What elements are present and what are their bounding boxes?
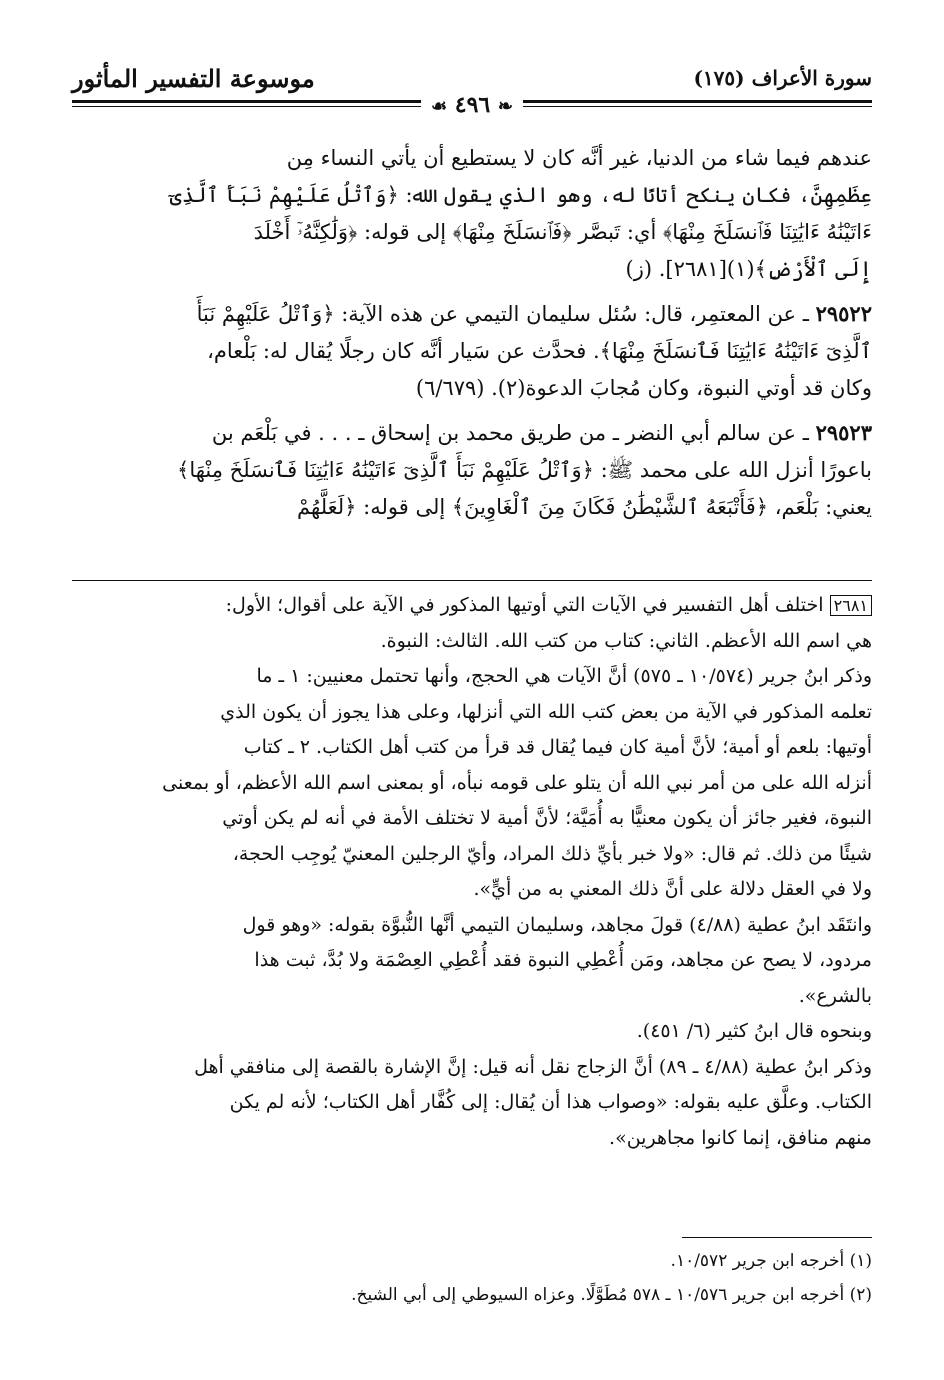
main-text (72, 140, 872, 532)
text-line: ءَاتَيْنَٰهُ ءَايَٰتِنَا فَٱنسَلَخَ مِنْهَا﴾ أي: تَبصَّر ﴿فَٱنسَلَخَ مِنْهَا﴾ إلى قوله: ﴿وَلَٰكِنَّهُۥٓ أَخْلَدَ (253, 220, 872, 244)
surah-label: سورة الأعراف (١٧٥) (693, 66, 872, 90)
note-line: مردود، لا يصح عن مجاهد، ومَن أُعْطِي النبوة فقد أُعْطِي العِصْمَة ولا بُدَّ، ثبت هذا (254, 949, 872, 971)
note-line: الكتاب. وعلَّق عليه بقوله: «وصواب هذا أن يُقال: إلى كُفَّار أهل الكتاب؛ لأنه لم يكن (229, 1091, 872, 1113)
paragraph-1 (72, 140, 872, 288)
footnote: (١) أخرجه ابن جرير ١٠/٥٧٢. (670, 1251, 872, 1271)
book-title: موسوعة التفسير المأثور (72, 64, 315, 93)
narration-number: ٢٩٥٢٣ (815, 420, 872, 445)
text-line: يعني: بَلْعَم، ﴿فَأَتْبَعَهُ ٱلشَّيْطَٰنُ فَكَانَ مِنَ ٱلْغَاوِينَ﴾ إلى قوله: ﴿لَعَلَّهُمْ (297, 495, 872, 519)
note-line: وذكر ابنُ جرير (١٠/٥٧٤ ـ ٥٧٥) أنَّ الآيات هي الحجج، وأنها تحتمل معنيين: ١ ـ ما (256, 665, 872, 687)
note-line (72, 588, 872, 624)
text-line: إِلَى ٱلْأَرْضِ﴾(١)[٢٦٨١]. (ز) (625, 257, 872, 281)
paragraph-3 (72, 413, 872, 526)
note-line: أوتيها: بلعم أو أمية؛ لأنَّ أمية كان فيما يُقال قد قرأ من كتب أهل الكتاب. ٢ ـ كتاب (243, 736, 872, 758)
text-line: ٱلَّذِىٓ ءَاتَيْنَٰهُ ءَايَٰتِنَا فَٱنسَلَخَ مِنْهَا﴾. فحدَّث عن سَيار أنَّه كان رجلًا يُقال له: بَلْعام، (207, 339, 872, 363)
text-line: عندهم فيما شاء من الدنيا، غير أنَّه كان لا يستطيع أن يأتي النساء مِن (286, 146, 872, 170)
note-line: ولا في العقل دلالة على أنَّ ذلك المعني به من أيٍّ». (473, 878, 872, 900)
footnote-separator (682, 1237, 872, 1238)
text-line-content: ـ عن المعتمِر، قال: سُئل سليمان التيمي عن هذه الآية: ﴿وَٱتْلُ عَلَيْهِمْ نَبَأَ (196, 302, 809, 326)
ornament-icon: ☙ (430, 96, 448, 117)
note-line: شيئًا من ذلك. ثم قال: «ولا خبر بأيِّ ذلك المراد، وأيّ الرجلين المعنيّ يُوجِب الحجة، (232, 842, 872, 865)
text-line: عِظَمِهِنَّ، فكان ينكح أتانًا له، وهو الذي يقول الله: ﴿وَٱتْلُ عَلَيْهِمْ نَبَأَ ٱلَّذِىٓ (169, 183, 872, 207)
notes-separator (72, 580, 872, 581)
note-line: النبوة، فغير جائز أن يكون معنيًّا به أُمَيَّة؛ لأنَّ أمية لا تختلف الأمة في أنه لم يكن أوتي (222, 807, 872, 829)
note-line: تعلمه المذكور في الآية من بعض كتب الله التي أنزلها، وعلى هذا يجوز أن يكون الذي (220, 700, 872, 723)
note-line: بالشرع». (798, 984, 872, 1007)
note-line: وبنحوه قال ابنُ كثير (٦/ ٤٥١). (636, 1020, 872, 1042)
note-line: وانتَقَد ابنُ عطية (٤/٨٨) قولَ مجاهد، وسليمان التيمي أنَّها النُّبوَّة بقوله: «وهو قول (242, 913, 872, 936)
text-line: باعورًا أنزل الله على محمد ﷺ: ﴿وَٱتْلُ عَلَيْهِمْ نَبَأَ ٱلَّذِىٓ ءَاتَيْنَٰهُ ءَايَٰتِنَا فَٱنسَلَخَ مِنْهَا﴾ (177, 458, 872, 482)
narration-number: ٢٩٥٢٢ (815, 301, 872, 326)
ornament-icon: ❧ (497, 96, 514, 117)
footnote: (٢) أخرجه ابن جرير ١٠/٥٧٦ ـ ٥٧٨ مُطَوَّلًا. وعزاه السيوطي إلى أبي الشيخ. (351, 1285, 872, 1305)
note-line: منهم منافق، إنما كانوا مجاهرين». (609, 1126, 872, 1149)
text-line (72, 295, 872, 333)
note-line-content: اختلف أهل التفسير في الآيات التي أوتيها المذكور في الآية على أقوال؛ الأول: (225, 594, 824, 616)
note-box-number: ٢٦٨١ (830, 595, 872, 616)
note-line: أنزله الله على من أمر نبي الله أن يتلو على قومه نبأه، أو بمعنى اسم الله الأعظم، أو بمعنى (162, 771, 872, 794)
text-line-content: ـ عن سالم أبي النضر ـ من طريق محمد بن إسحاق ـ . . . في بَلْعَم بن (211, 421, 809, 445)
note-line: هي اسم الله الأعظم. الثاني: كتاب من كتب الله. الثالث: النبوة. (380, 629, 872, 652)
paragraph-2 (72, 294, 872, 407)
text-line (72, 414, 872, 452)
page-number: ٤٩٦ (454, 92, 491, 118)
page-number-container (0, 92, 944, 118)
commentary-notes (72, 588, 872, 1156)
text-line: وكان قد أوتي النبوة، وكان مُجابَ الدعوة(٢). (٦/٦٧٩) (415, 376, 872, 400)
page-number-box (421, 92, 523, 118)
note-line: وذكر ابنُ عطية (٤/٨٨ ـ ٨٩) أنَّ الزجاج نقل أنه قيل: إنَّ الإشارة بالقصة إلى منافقي أهل (194, 1055, 872, 1078)
footnotes (72, 1244, 872, 1312)
